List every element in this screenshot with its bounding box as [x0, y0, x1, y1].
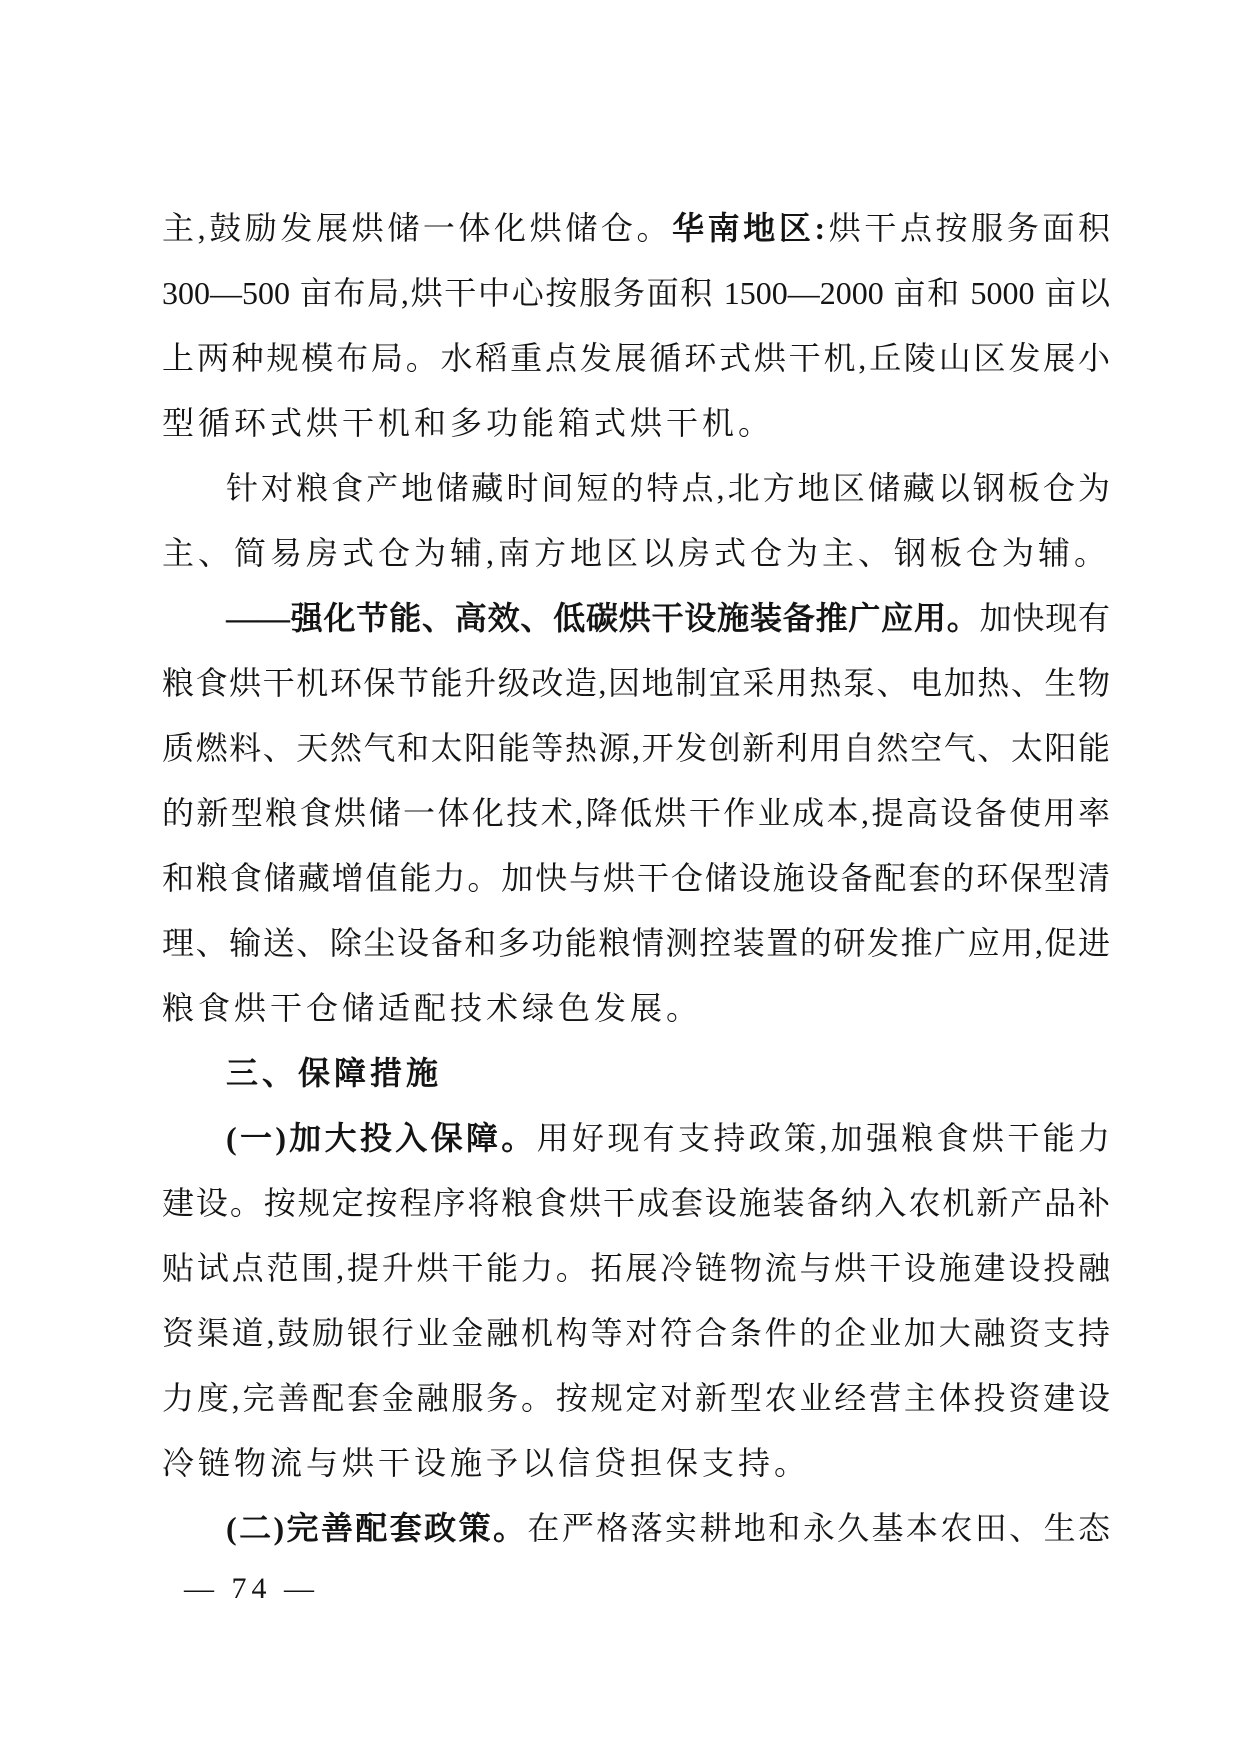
text-line — [162, 716, 1110, 781]
text-run: 资渠道,鼓励银行业金融机构等对符合条件的企业加大融资支持 — [162, 1315, 1110, 1351]
text-line — [162, 911, 1110, 976]
text-run: 理、输送、除尘设备和多功能粮情测控装置的研发推广应用,促进 — [162, 925, 1110, 961]
text-run: 加快现有 — [979, 600, 1110, 636]
text-line — [162, 261, 1110, 326]
text-run: 用好现有支持政策,加强粮食烘干能力 — [536, 1120, 1110, 1156]
text-block — [162, 196, 1110, 1561]
text-line — [162, 846, 1110, 911]
text-run: 主,鼓励发展烘储一体化烘储仓。 — [162, 210, 673, 246]
text-line — [162, 1431, 1110, 1496]
text-run: 针对粮食产地储藏时间短的特点,北方地区储藏以钢板仓为 — [226, 470, 1110, 506]
text-run: 型循环式烘干机和多功能箱式烘干机。 — [162, 405, 775, 441]
text-run: 300—500 亩布局,烘干中心按服务面积 1500—2000 亩和 5000 亩以 — [162, 275, 1110, 311]
text-line — [162, 456, 1110, 521]
text-line — [162, 976, 1110, 1041]
text-run: 冷链物流与烘干设施予以信贷担保支持。 — [162, 1445, 811, 1481]
text-line — [162, 326, 1110, 391]
text-run: 主、简易房式仓为辅,南方地区以房式仓为主、钢板仓为辅。 — [162, 535, 1111, 571]
text-run: 的新型粮食烘储一体化技术,降低烘干作业成本,提高设备使用率 — [162, 795, 1110, 831]
text-run: 和粮食储藏增值能力。加快与烘干仓储设施设备配套的环保型清 — [162, 860, 1110, 896]
bold-text-run: 华南地区: — [672, 210, 826, 246]
bold-text-run: (一)加大投入保障。 — [226, 1120, 537, 1156]
text-line — [162, 1366, 1110, 1431]
section-heading — [162, 1041, 1110, 1106]
text-run: 力度,完善配套金融服务。按规定对新型农业经营主体投资建设 — [162, 1380, 1110, 1416]
text-run: 建设。按规定按程序将粮食烘干成套设施装备纳入农机新产品补 — [162, 1185, 1110, 1221]
text-run: 在严格落实耕地和永久基本农田、生态 — [527, 1510, 1110, 1546]
text-line — [162, 196, 1110, 261]
text-line — [162, 586, 1110, 651]
text-run: 粮食烘干仓储适配技术绿色发展。 — [162, 990, 703, 1026]
bold-text-run: (二)完善配套政策。 — [226, 1510, 528, 1546]
text-run: 质燃料、天然气和太阳能等热源,开发创新利用自然空气、太阳能 — [162, 730, 1110, 766]
text-line — [162, 1106, 1110, 1171]
text-line — [162, 1496, 1110, 1561]
bold-text-run: 三、保障措施 — [226, 1055, 443, 1091]
bold-text-run: ——强化节能、高效、低碳烘干设施装备推广应用。 — [226, 600, 980, 636]
text-line — [162, 781, 1110, 846]
text-line — [162, 391, 1110, 456]
footer-page-number: — 74 — — [184, 1572, 319, 1605]
text-line — [162, 521, 1110, 586]
text-line — [162, 1236, 1110, 1301]
text-run: 烘干点按服务面积 — [825, 210, 1110, 246]
text-run: 上两种规模布局。水稻重点发展循环式烘干机,丘陵山区发展小 — [162, 340, 1110, 376]
text-run: 贴试点范围,提升烘干能力。拓展冷链物流与烘干设施建设投融 — [162, 1250, 1110, 1286]
text-line — [162, 1171, 1110, 1236]
text-line — [162, 1301, 1110, 1366]
text-run: 粮食烘干机环保节能升级改造,因地制宜采用热泵、电加热、生物 — [162, 665, 1110, 701]
text-line — [162, 651, 1110, 716]
